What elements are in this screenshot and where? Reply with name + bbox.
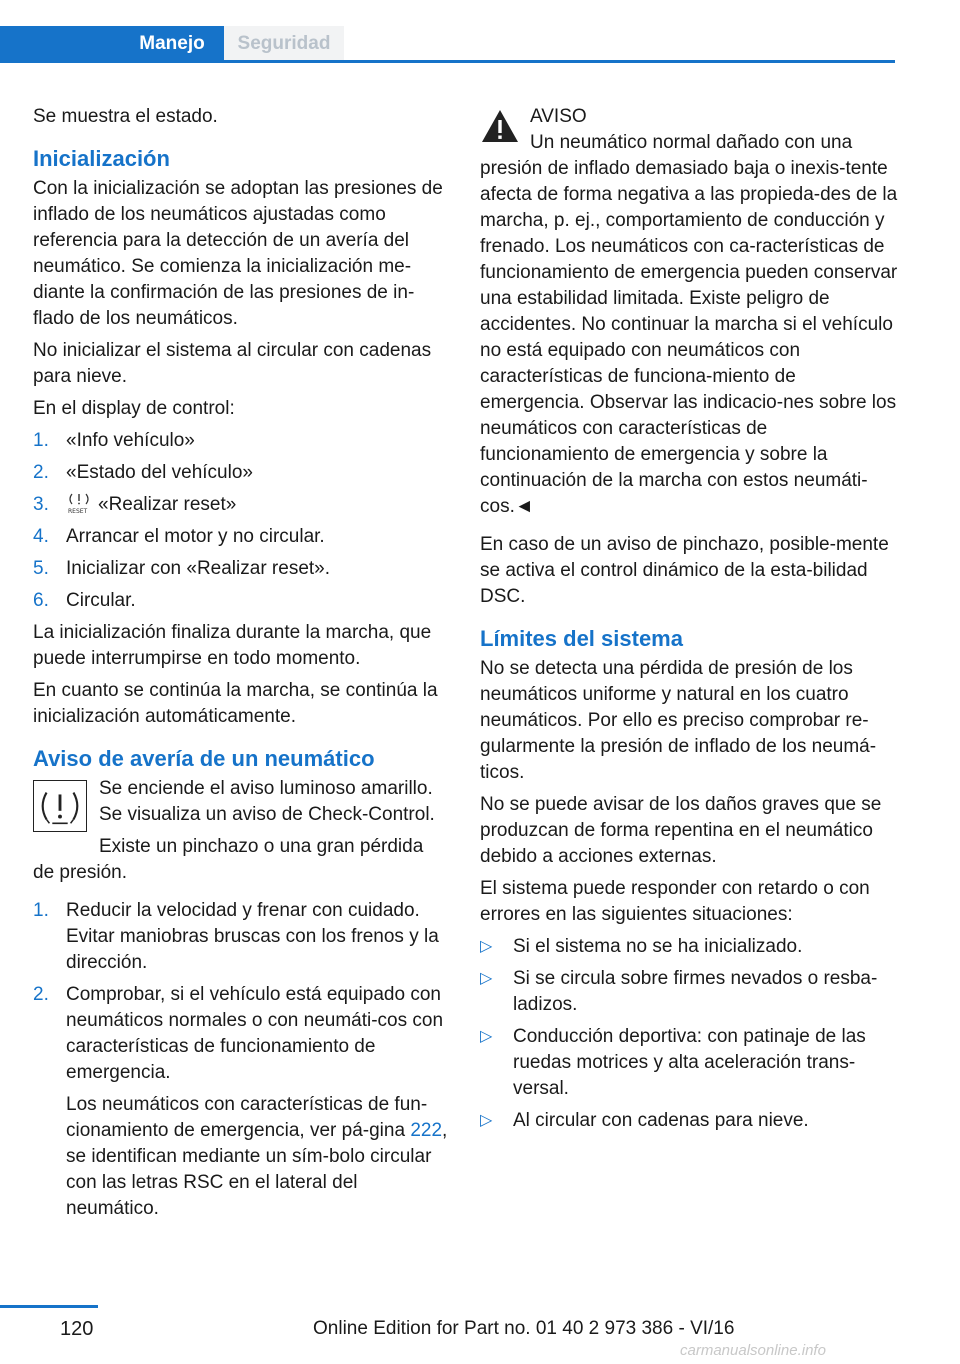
step-text: Reducir la velocidad y frenar con cuidado. Evitar maniobras bruscas con los frenos y la dirección. — [66, 900, 439, 973]
step-text: «Realizar reset» — [98, 494, 237, 515]
heading-limites-sistema: Límites del sistema — [480, 626, 683, 651]
aviso-steps-list — [33, 898, 451, 1222]
bullet-text: Si se circula sobre firmes nevados o resba-ladizos. — [513, 968, 878, 1015]
page-link-222[interactable]: 222 — [410, 1120, 443, 1141]
aviso-paragraph-2b: de presión. — [33, 862, 128, 883]
step2-subparagraph — [66, 1092, 451, 1222]
init-paragraph-3: En el display de control: — [33, 398, 235, 419]
header-accent — [0, 26, 120, 62]
list-item — [33, 428, 451, 454]
init-paragraph-1: Con la inicialización se adoptan las presiones de inflado de los neumáticos ajustadas como referencia para la detección de un avería del neumático. Se comienza la inicialización me-diante la confirmación de las presiones de in-flado de los neumáticos. — [33, 178, 443, 329]
svg-text:RESET: RESET — [68, 508, 88, 514]
list-item — [33, 460, 451, 486]
step-number: 2. — [33, 984, 49, 1005]
step-text: «Estado del vehículo» — [66, 462, 253, 483]
list-item — [33, 524, 451, 550]
list-item — [33, 588, 451, 614]
step-number: 3. — [33, 494, 49, 515]
step-text: Comprobar, si el vehículo está equipado con neumáticos normales o con neumáti-cos con características de funcionamiento de emergencia. — [66, 984, 444, 1083]
right-column — [480, 104, 898, 1140]
left-column — [33, 104, 451, 1228]
step2-sub-text-b: , se identifican mediante un sím-bolo circular con las letras RSC en el lateral del neumático. — [66, 1120, 448, 1219]
limits-paragraph-1: No se detecta una pérdida de presión de los neumáticos uniforme y natural en los cuatro neumáticos. Por ello es preciso comprobar re-gularmente la presión de inflado de los neumá-ticos. — [480, 658, 877, 783]
step-text: Inicializar con «Realizar reset». — [66, 558, 331, 579]
bullet-arrow-icon: ▷ — [480, 938, 493, 955]
list-item — [33, 492, 451, 518]
bullet-text: Si el sistema no se ha inicializado. — [513, 936, 803, 957]
limits-paragraph-2: No se puede avisar de los daños graves que se produzcan de forma repentina en el neumático debido a acciones externas. — [480, 794, 882, 867]
page-number: 120 — [60, 1318, 94, 1340]
aviso-paragraph-1: Se enciende el aviso luminoso amarillo. Se visualiza un aviso de Check-Control. — [99, 778, 435, 825]
step-number: 1. — [33, 900, 49, 921]
heading-aviso-averia: Aviso de avería de un neumático — [33, 746, 375, 771]
bullet-arrow-icon: ▷ — [480, 1028, 493, 1045]
bullet-arrow-icon: ▷ — [480, 1112, 493, 1129]
bullet-text: Al circular con cadenas para nieve. — [513, 1110, 809, 1131]
warning-title: AVISO — [530, 106, 587, 127]
list-item — [480, 934, 898, 960]
init-steps-list — [33, 428, 451, 614]
tab-seguridad[interactable]: Seguridad — [224, 26, 344, 62]
warning-triangle-icon — [480, 108, 520, 144]
list-item — [480, 1108, 898, 1134]
limits-bullet-list — [480, 934, 898, 1134]
init-paragraph-2: No inicializar el sistema al circular con cadenas para nieve. — [33, 340, 432, 387]
aviso-paragraph-2a: Existe un pinchazo o una gran pérdida — [99, 836, 424, 857]
edition-line: Online Edition for Part no. 01 40 2 973 386 - VI/16 — [313, 1318, 735, 1339]
list-item — [480, 966, 898, 1018]
warning-first-line: Un neumático normal dañado con una — [530, 132, 853, 153]
tpms-reset-icon — [66, 492, 92, 514]
bullet-text: Conducción deportiva: con patinaje de las ruedas motrices y alta aceleración trans-versal. — [513, 1026, 866, 1099]
step-number: 5. — [33, 558, 49, 579]
tpms-warning-block — [33, 776, 451, 886]
init-paragraph-4: La inicialización finaliza durante la marcha, que puede interrumpirse en todo momento. — [33, 622, 432, 669]
status-line: Se muestra el estado. — [33, 106, 218, 127]
dsc-paragraph: En caso de un aviso de pinchazo, posible-mente se activa el control dinámico de la esta-bilidad DSC. — [480, 534, 889, 607]
step-number: 2. — [33, 462, 49, 483]
warning-body: presión de inflado demasiado baja o inexis-tente afecta de forma negativa a las propieda-des de la marcha, p. ej., comportamiento de conducción y frenado. Los neumáticos con ca-racterísticas de funcionamiento de emergencia pueden conservar una estabilidad limitada. Existe peligro de accidentes. No continuar la marcha si el vehículo no está equipado con neumáticos con características de funciona-miento de emergencia. Observar las indicacio-nes sobre los neumáticos con características de funcionamiento de emergencia y sobre la continuación de la marcha con estos neumáti-cos.◄ — [480, 158, 898, 517]
init-paragraph-5: En cuanto se continúa la marcha, se continúa la inicialización automáticamente. — [33, 680, 438, 727]
footer — [0, 1300, 960, 1362]
step-text: Circular. — [66, 590, 136, 611]
list-item — [33, 982, 451, 1222]
step-number: 1. — [33, 430, 49, 451]
step-number: 4. — [33, 526, 49, 547]
heading-inicializacion: Inicialización — [33, 146, 170, 171]
warning-box — [480, 104, 898, 520]
watermark: carmanualsonline.info — [680, 1342, 826, 1359]
list-item — [480, 1024, 898, 1102]
header-rule — [0, 60, 895, 63]
footer-accent-bar — [0, 1305, 98, 1308]
step-text: «Info vehículo» — [66, 430, 195, 451]
step-number: 6. — [33, 590, 49, 611]
limits-paragraph-3: El sistema puede responder con retardo o con errores en las siguientes situaciones: — [480, 878, 870, 925]
bullet-arrow-icon: ▷ — [480, 970, 493, 987]
step-text: Arrancar el motor y no circular. — [66, 526, 325, 547]
tpms-warning-icon — [33, 780, 87, 832]
list-item — [33, 556, 451, 582]
tab-manejo[interactable]: Manejo — [120, 26, 224, 62]
step2-sub-text-a: Los neumáticos con características de fun-cionamiento de emergencia, ver pá-gina — [66, 1094, 428, 1141]
list-item — [33, 898, 451, 976]
header-bar — [0, 0, 960, 64]
